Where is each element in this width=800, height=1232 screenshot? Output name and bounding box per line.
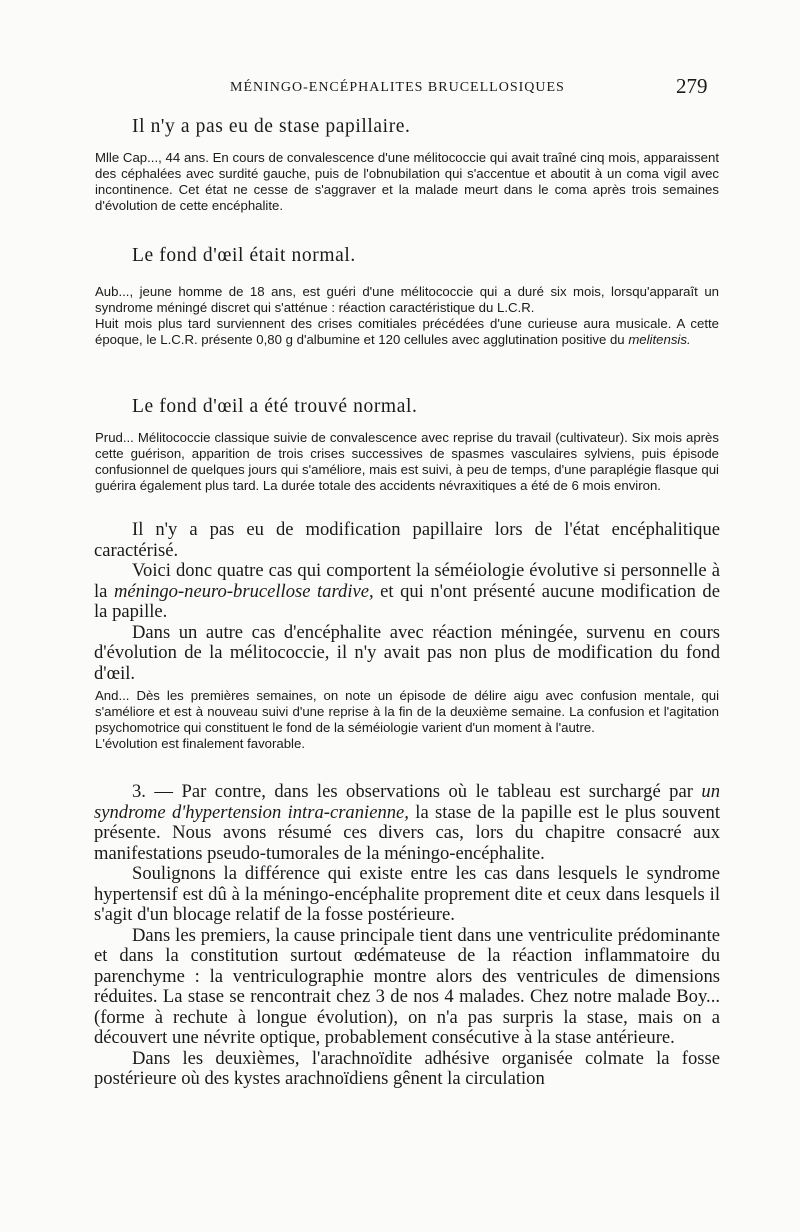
body-paragraph: Dans les premiers, la cause principale tient dans une ventriculite prédominante et dans la constitution surtout œdémateuse de la réaction inflammatoire du parenchyme : la ventriculographie montre alors des ventricules de dimensions réduites. La stase se rencontrait chez 3 de nos 4 malades. Chez notre malade Boy... (forme à rechute à longue évolution), on n'a pas surpris la stase, mais on a découvert une névrite optique, probablement consécutive à la stase antérieure.: [94, 924, 720, 1048]
running-title: MÉNINGO-ENCÉPHALITES BRUCELLOSIQUES: [230, 80, 565, 95]
body-paragraph: Dans les deuxièmes, l'arachnoïdite adhésive organisée colmate la fosse postérieure où des kystes arachnoïdiens gênent la circulation: [94, 1047, 720, 1089]
body-paragraph: Soulignons la différence qui existe entre les cas dans lesquels le syndrome hypertensif est dû à la méningo-encéphalite proprement dite et ceux dans lesquels il s'agit d'un blocage relatif de la fosse postérieure.: [94, 863, 720, 925]
case-report-and: [95, 688, 719, 752]
body-paragraph: Il n'y a pas eu de modification papillaire lors de l'état encéphalitique caractérisé.: [94, 519, 720, 561]
case-report-prud: [95, 430, 719, 494]
case-report-aub: [95, 284, 719, 348]
section-heading-3: Le fond d'œil a été trouvé normal.: [132, 396, 418, 417]
page-header: [0, 74, 800, 102]
case-paragraph: And... Dès les premières semaines, on note un épisode de délire aigu avec confusion mentale, qui s'améliore et est à nouveau suivi d'une reprise à la fin de la deuxième semaine. La confusion et l'agitation psychomotrice qui constituent le fond de la séméiologie varient d'un moment à l'autre.: [95, 688, 719, 735]
case-report-cap: [95, 150, 719, 214]
section-heading-1: Il n'y a pas eu de stase papillaire.: [132, 116, 411, 137]
body-paragraph: Dans un autre cas d'encéphalite avec réaction méningée, survenu en cours d'évolution de la mélitococcie, il n'y avait pas non plus de modification du fond d'œil.: [94, 621, 720, 684]
body-paragraph: Voici donc quatre cas qui comportent la séméiologie évolutive si personnelle à la méningo-neuro-brucellose tardive, et qui n'ont présenté aucune modification de la papille.: [94, 560, 720, 622]
case-paragraph: Aub..., jeune homme de 18 ans, est guéri d'une mélitococcie qui a duré six mois, lorsqu'apparaît un syndrome méningé discret qui s'atténue : réaction caractéristique du L.C.R.: [95, 284, 719, 315]
case-paragraph: Huit mois plus tard surviennent des crises comitiales précédées d'une curieuse aura musicale. A cette époque, le L.C.R. présente 0,80 g d'albumine et 120 cellules avec agglutination positive du melitensis.: [95, 316, 719, 347]
page-number: 279: [676, 74, 708, 98]
body-text-1: [94, 520, 720, 684]
section-heading-2: Le fond d'œil était normal.: [132, 245, 356, 266]
case-text: Prud... Mélitococcie classique suivie de convalescence avec reprise du travail (cultivateur). Six mois après cette guérison, apparition de trois crises successives de spasmes vasculaires sylviens, puis épisode confusionnel de quelques jours qui s'améliore, mais est suivi, à peu de temps, d'une paraplégie flasque qui guérira également plus tard. La durée totale des accidents névraxitiques a été de 6 mois environ.: [95, 430, 719, 493]
case-text: Mlle Cap..., 44 ans. En cours de convalescence d'une mélitococcie qui avait traîné cinq mois, apparaissent des céphalées avec surdité gauche, puis de l'obnubilation qui s'accentue et aboutit à un coma vigil avec incontinence. Cet état ne cesse de s'aggraver et la malade meurt dans le coma après trois semaines d'évolution de cette encéphalite.: [95, 150, 719, 213]
body-paragraph: 3. — Par contre, dans les observations où le tableau est surchargé par un syndrome d'hypertension intra-cranienne, la stase de la papille est le plus souvent présente. Nous avons résumé ces divers cas, lors du chapitre consacré aux manifestations pseudo-tumorales de la méningo-encéphalite.: [94, 781, 721, 864]
case-paragraph: L'évolution est finalement favorable.: [95, 736, 305, 751]
body-text-2: [94, 782, 720, 1090]
